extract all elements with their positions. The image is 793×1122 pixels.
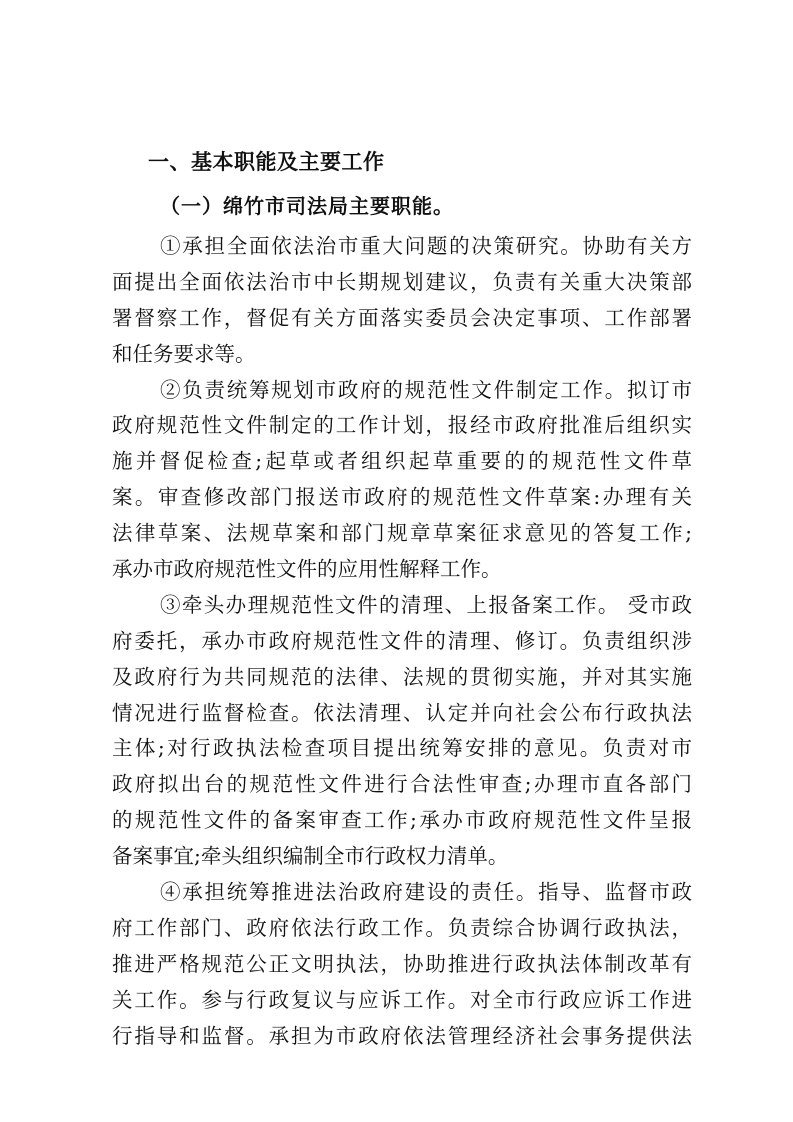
subsection-heading: （一）绵竹市司法局主要职能。 (160, 194, 454, 218)
paragraph-line: ④承担统筹推进法治政府建设的责任。指导、监督市政 (160, 880, 692, 905)
paragraph-line: 及政府行为共同规范的法律、法规的贯彻实施，并对其实施 (112, 664, 692, 689)
paragraph-line: ②负责统筹规划市政府的规范性文件制定工作。拟订市 (160, 377, 692, 402)
paragraph-line: 面提出全面依法治市中长期规划建议，负责有关重大决策部 (112, 269, 692, 294)
section-heading: 一、基本职能及主要工作 (148, 150, 385, 174)
paragraph-line: ①承担全面依法治市重大问题的决策研究。协助有关方 (160, 234, 692, 258)
paragraph-line: 府委托，承办市政府规范性文件的清理、修订。负责组织涉 (112, 628, 692, 653)
paragraph-line: 行指导和监督。承担为市政府依法管理经济社会事务提供法 (112, 1023, 692, 1048)
paragraph (112, 229, 692, 373)
paragraph-line: 政府规范性文件制定的工作计划，报经市政府批准后组织实 (112, 413, 692, 438)
paragraph-line: ③牵头办理规范性文件的清理、上报备案工作。 受市政 (160, 592, 692, 617)
paragraph-line: 案。审查修改部门报送市政府的规范性文件草案:办理有关 (112, 485, 692, 510)
paragraph (112, 373, 692, 588)
paragraph-line: 情况进行监督检查。依法清理、认定并向社会公布行政执法 (112, 700, 692, 725)
paragraph (112, 588, 692, 875)
paragraph-line: 政府拟出台的规范性文件进行合法性审查;办理市直各部门 (112, 772, 692, 797)
paragraph-line: 施并督促检查;起草或者组织起草重要的的规范性文件草 (112, 449, 692, 474)
paragraph-line: 署督察工作，督促有关方面落实委员会决定事项、工作部署 (112, 305, 692, 330)
paragraph-line: 主体;对行政执法检查项目提出统筹安排的意见。负责对市 (112, 736, 692, 761)
paragraph-line: 承办市政府规范性文件的应用性解释工作。 (112, 557, 502, 582)
paragraph-line: 和任务要求等。 (112, 341, 256, 366)
paragraph-line: 备案事宜;牵头组织编制全市行政权力清单。 (112, 844, 509, 869)
paragraph-line: 法律草案、法规草案和部门规章草案征求意见的答复工作; (112, 521, 692, 546)
paragraph-line: 推进严格规范公正文明执法，协助推进行政执法体制改革有 (112, 951, 692, 976)
body-text (112, 229, 692, 1054)
paragraph-line: 府工作部门、政府依法行政工作。负责综合协调行政执法， (112, 915, 692, 940)
paragraph (112, 875, 692, 1054)
paragraph-line: 的规范性文件的备案审查工作;承办市政府规范性文件呈报 (112, 808, 692, 833)
paragraph-line: 关工作。参与行政复议与应诉工作。对全市行政应诉工作进 (112, 987, 692, 1012)
